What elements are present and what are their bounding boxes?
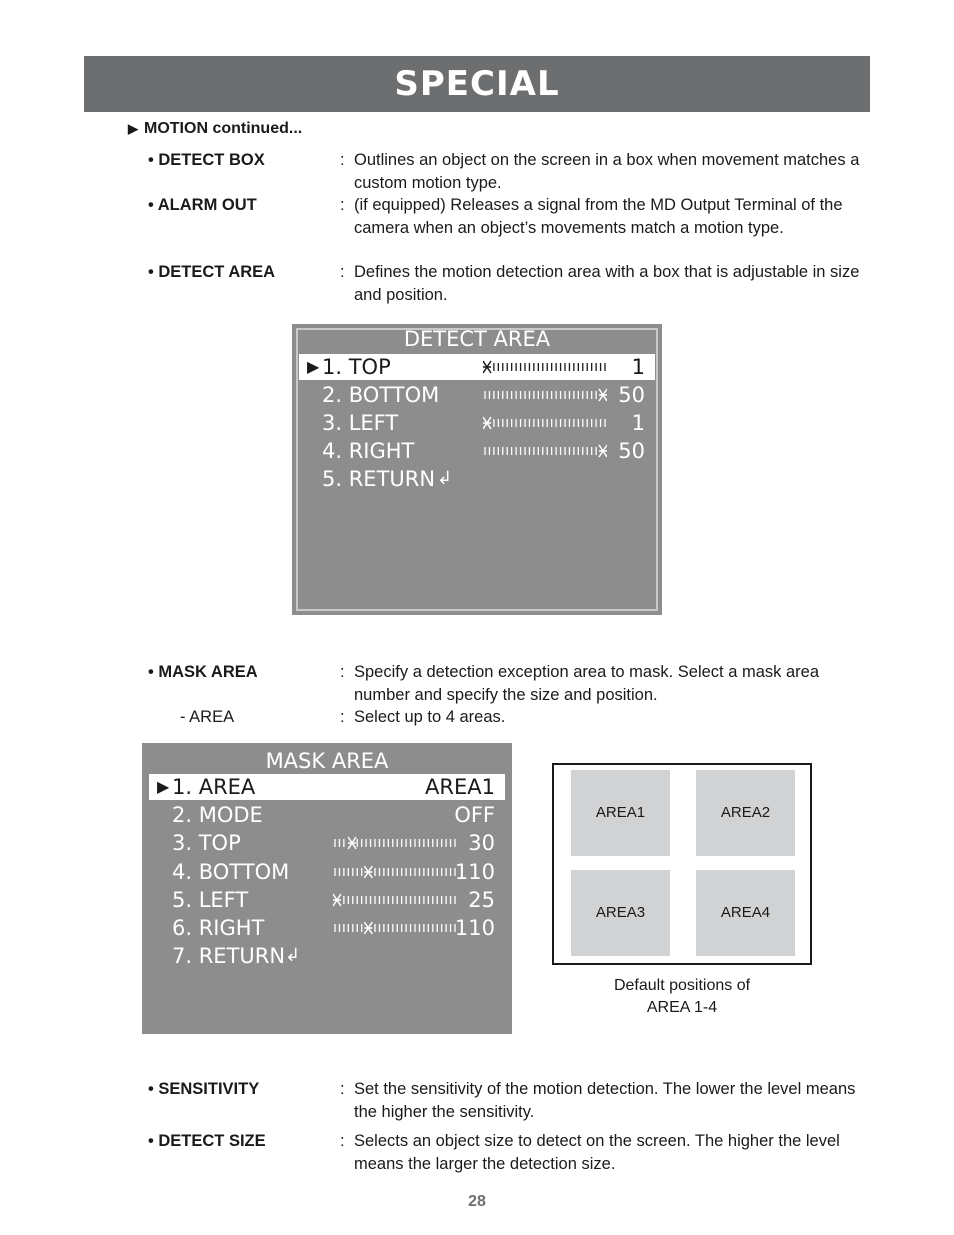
colon: : (340, 196, 345, 214)
detect-area-menu (292, 324, 662, 615)
item-mask-area (148, 661, 868, 706)
play-triangle-icon: ▶ (128, 121, 138, 136)
colon: : (340, 1080, 345, 1098)
area-cell-1: AREA1 (571, 770, 670, 856)
menu-row[interactable] (299, 382, 655, 408)
slider-marker-icon (348, 837, 356, 849)
menu-row-label: 4. BOTTOM (172, 859, 290, 884)
colon: : (340, 708, 345, 726)
menu-row-label: 2. BOTTOM (322, 383, 440, 407)
item-desc: Outlines an object on the screen in a box when movement matches a custom motion type. (354, 151, 860, 192)
menu-row-label: 3. LEFT (322, 411, 399, 435)
item-desc: Selects an object size to detect on the screen. The higher the level means the larger the detection size. (354, 1132, 840, 1173)
item-term: • MASK AREA (148, 663, 258, 681)
menu-row[interactable] (299, 354, 655, 380)
subhead-text: MOTION continued... (144, 120, 303, 137)
menu-row-value: AREA1 (425, 775, 495, 799)
menu-row-value: 110 (454, 859, 495, 884)
level-slider[interactable] (333, 893, 457, 907)
item-desc: (if equipped) Releases a signal from the MD Output Terminal of the camera when an object’s movements match a motion type. (354, 196, 843, 237)
area-caption (552, 975, 812, 1019)
menu-row-value: 50 (618, 439, 645, 463)
menu-row-value: 1 (631, 411, 645, 435)
menu-row-label: 1. AREA (172, 775, 256, 799)
selection-arrow-icon: ▶ (157, 777, 170, 796)
area-diagram (552, 763, 812, 965)
menu-row-value: 25 (468, 887, 495, 912)
colon: : (340, 263, 345, 281)
level-slider[interactable] (333, 836, 457, 850)
menu-row[interactable] (299, 410, 655, 436)
level-slider[interactable] (333, 921, 457, 935)
slider-marker-icon (364, 866, 372, 878)
item-detect-area (148, 261, 868, 306)
level-slider[interactable] (333, 865, 457, 879)
colon: : (340, 663, 345, 681)
area-cell-3: AREA3 (571, 870, 670, 956)
menu-row-label: 2. MODE (172, 803, 263, 828)
menu-row-value: OFF (454, 803, 495, 828)
return-icon: ↲ (285, 945, 301, 967)
colon: : (340, 151, 345, 169)
item-desc: Select up to 4 areas. (354, 708, 506, 726)
slider-marker-icon (483, 417, 491, 429)
item-desc: Set the sensitivity of the motion detection. The lower the level means the higher the sensitivity. (354, 1080, 856, 1121)
page-number: 28 (468, 1193, 486, 1210)
slider-marker-icon (599, 389, 607, 401)
menu-row-value: 110 (454, 916, 495, 940)
item-term: • DETECT BOX (148, 151, 265, 169)
slider-marker-icon (599, 445, 607, 457)
item-term: • DETECT SIZE (148, 1132, 266, 1150)
menu-title: MASK AREA (265, 749, 389, 773)
item-term: • DETECT AREA (148, 263, 276, 281)
slider-marker-icon (483, 361, 491, 373)
menu-row[interactable] (149, 830, 505, 856)
page-title: SPECIAL (84, 56, 870, 112)
level-slider[interactable] (483, 444, 607, 458)
menu-row[interactable] (299, 438, 655, 464)
item-detect-box (148, 149, 868, 194)
menu-row-label: 7. RETURN (172, 944, 286, 969)
menu-row-label: 6. RIGHT (172, 916, 265, 940)
menu-row[interactable] (149, 915, 505, 941)
level-slider[interactable] (483, 388, 607, 402)
item-detect-size (148, 1130, 868, 1175)
level-slider[interactable] (483, 416, 607, 430)
caption-line: Default positions of (613, 977, 751, 994)
menu-row[interactable] (149, 774, 505, 800)
item-term: - AREA (180, 708, 235, 726)
menu-row[interactable] (149, 859, 505, 885)
selection-arrow-icon: ▶ (307, 357, 320, 376)
menu-row-label: 5. LEFT (172, 887, 249, 912)
item-area (148, 706, 868, 729)
colon: : (340, 1132, 345, 1150)
menu-row-value: 30 (468, 831, 495, 856)
slider-marker-icon (364, 922, 372, 934)
caption-line: AREA 1-4 (646, 999, 718, 1016)
item-term: • ALARM OUT (148, 196, 257, 214)
level-slider[interactable] (483, 360, 607, 374)
menu-row-label: 4. RIGHT (322, 439, 415, 463)
menu-row[interactable] (299, 466, 655, 492)
mask-area-menu (142, 743, 512, 1034)
return-icon: ↲ (437, 468, 453, 489)
menu-title: DETECT AREA (403, 327, 551, 351)
item-desc: Specify a detection exception area to mask. Select a mask area number and specify the size and position. (354, 663, 819, 704)
menu-row[interactable] (149, 802, 505, 828)
menu-row[interactable] (149, 943, 505, 969)
area-cell-4: AREA4 (696, 870, 795, 956)
menu-row-label: 1. TOP (322, 355, 391, 379)
slider-marker-icon (333, 894, 341, 906)
menu-row-value: 1 (631, 355, 645, 379)
item-term: • SENSITIVITY (148, 1080, 260, 1098)
menu-row[interactable] (149, 887, 505, 913)
menu-row-label: 3. TOP (172, 831, 241, 856)
item-alarm-out (148, 194, 868, 239)
menu-row-value: 50 (618, 383, 645, 407)
section-subheading (128, 120, 302, 138)
item-desc: Defines the motion detection area with a box that is adjustable in size and position. (354, 263, 860, 304)
menu-row-label: 5. RETURN (322, 467, 436, 491)
area-cell-2: AREA2 (696, 770, 795, 856)
item-sensitivity (148, 1078, 868, 1123)
